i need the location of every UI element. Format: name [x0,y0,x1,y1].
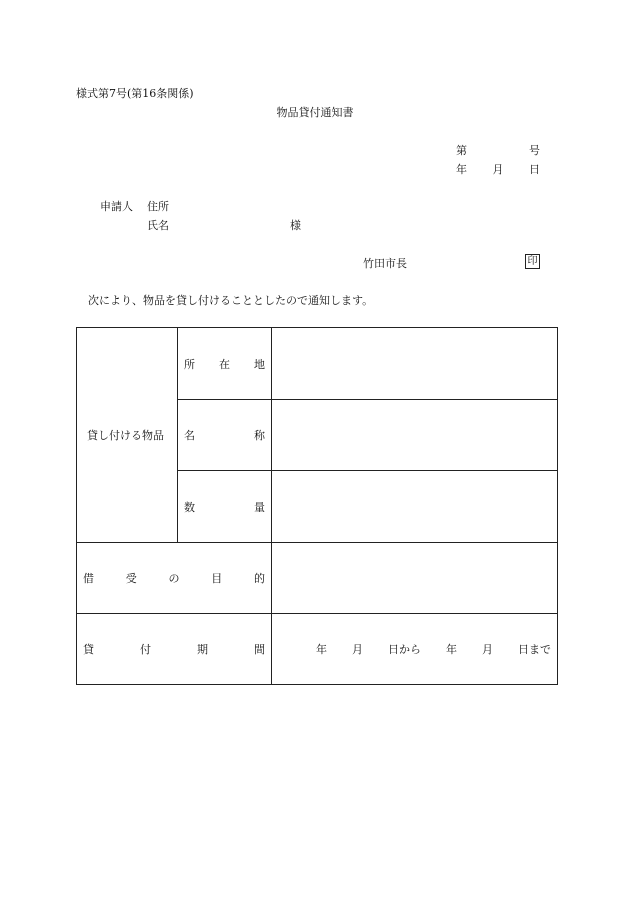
period-label-char: 間 [254,643,265,656]
quantity-label-char: 数 [184,500,195,514]
purpose-row [77,543,558,614]
period-end-month: 月 [482,643,493,656]
period-row [77,614,558,685]
form-number: 様式第7号(第16条関係) [76,87,194,100]
period-label-cell [77,614,272,685]
period-value-cell[interactable] [272,614,558,685]
address-label: 住所 [147,200,169,213]
applicant-role: 申請人 [100,200,133,213]
purpose-label-char: 受 [125,572,137,585]
location-label-char: 所 [184,357,195,371]
period-start-day: 日から [388,643,421,656]
name-label-cell [178,400,272,471]
item-name-label-char: 称 [254,429,265,442]
date-year: 年 [456,163,467,176]
doc-number-prefix: 第 [456,144,467,157]
seal-icon: 印 [525,254,540,269]
issue-date [456,161,540,177]
location-label-char: 地 [254,357,265,371]
period-start-month: 月 [352,643,363,656]
period-end-day: 日まで [518,643,551,656]
location-label-char: 在 [219,357,230,371]
document-title: 物品貸付通知書 [276,106,354,119]
purpose-label-char: 目 [211,572,223,585]
quantity-label-cell [178,471,272,543]
purpose-value-cell[interactable] [272,543,558,614]
period-end-year: 年 [446,643,457,656]
period-label [77,641,271,657]
item-name-label-char: 名 [184,429,195,442]
period-label-char: 付 [140,643,151,656]
issuer-title: 竹田市長 [363,257,407,270]
period-start-year: 年 [316,643,327,656]
notice-text: 次により、物品を貸し付けることとしたので通知します。 [88,294,374,307]
purpose-label-cell [77,543,272,614]
quantity-value-cell[interactable] [272,471,558,543]
name-value-cell[interactable] [272,400,558,471]
period-label-char: 貸 [83,643,94,656]
purpose-label-char: 借 [83,572,94,585]
seal-mark [525,254,540,269]
item-name-label [178,427,271,443]
date-month: 月 [492,163,504,176]
location-label-cell [178,328,272,400]
quantity-label-char: 量 [254,500,265,514]
honorific: 様 [290,219,301,232]
doc-number [456,142,540,158]
location-value-cell[interactable] [272,328,558,400]
period-value [272,641,557,657]
item-group-label: 貸し付ける物品 [87,429,164,442]
purpose-label-char: の [168,572,180,585]
location-label [178,356,271,372]
name-label: 氏名 [147,219,169,232]
loan-details-table [76,327,558,685]
purpose-label [77,570,271,586]
quantity-label [178,499,271,515]
item-group-label-cell [77,328,178,543]
period-label-char: 期 [197,643,208,656]
purpose-label-char: 的 [254,572,265,585]
date-day: 日 [529,163,540,176]
doc-number-suffix: 号 [529,144,540,157]
location-row [77,328,558,400]
